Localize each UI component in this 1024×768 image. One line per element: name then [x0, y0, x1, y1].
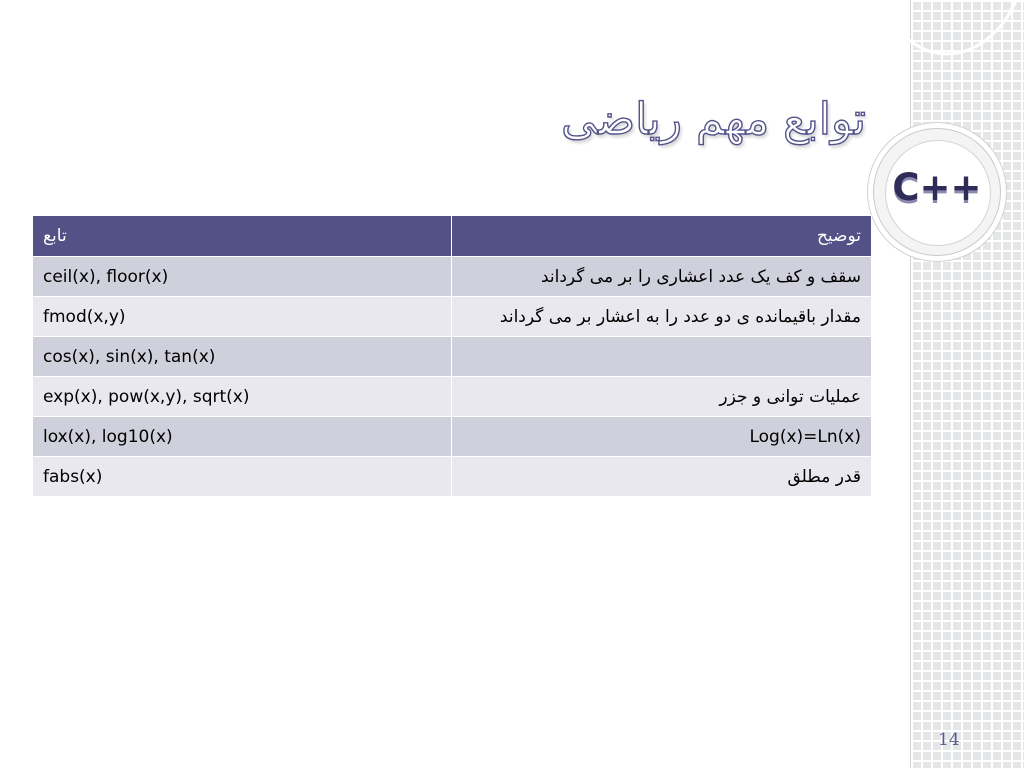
header-function: تابع [33, 216, 452, 257]
cpp-logo [873, 128, 1001, 256]
description-cell: قدر مطلق [452, 457, 872, 497]
header-description: توضیح [452, 216, 872, 257]
table-row [33, 377, 872, 417]
decorative-grid-panel [910, 0, 1024, 768]
table-row [33, 257, 872, 297]
slide-title: توابع مهم ریاضی [561, 94, 866, 145]
description-cell: Log(x)=Ln(x) [452, 417, 872, 457]
function-cell: exp(x), pow(x,y), sqrt(x) [33, 377, 452, 417]
description-cell: مقدار باقیمانده ی دو عدد را به اعشار بر می گرداند [452, 297, 872, 337]
functions-table [32, 215, 872, 497]
function-cell: cos(x), sin(x), tan(x) [33, 337, 452, 377]
logo-text: C++ [892, 166, 982, 209]
function-cell: ceil(x), floor(x) [33, 257, 452, 297]
table-header-row [33, 216, 872, 257]
function-cell: fabs(x) [33, 457, 452, 497]
function-cell: fmod(x,y) [33, 297, 452, 337]
description-cell: سقف و کف یک عدد اعشاری را بر می گرداند [452, 257, 872, 297]
function-cell: lox(x), log10(x) [33, 417, 452, 457]
table-row [33, 297, 872, 337]
table-row [33, 457, 872, 497]
page-number: 14 [938, 730, 960, 750]
description-cell [452, 337, 872, 377]
table-row [33, 417, 872, 457]
description-cell: عملیات توانی و جزر [452, 377, 872, 417]
table-row [33, 337, 872, 377]
